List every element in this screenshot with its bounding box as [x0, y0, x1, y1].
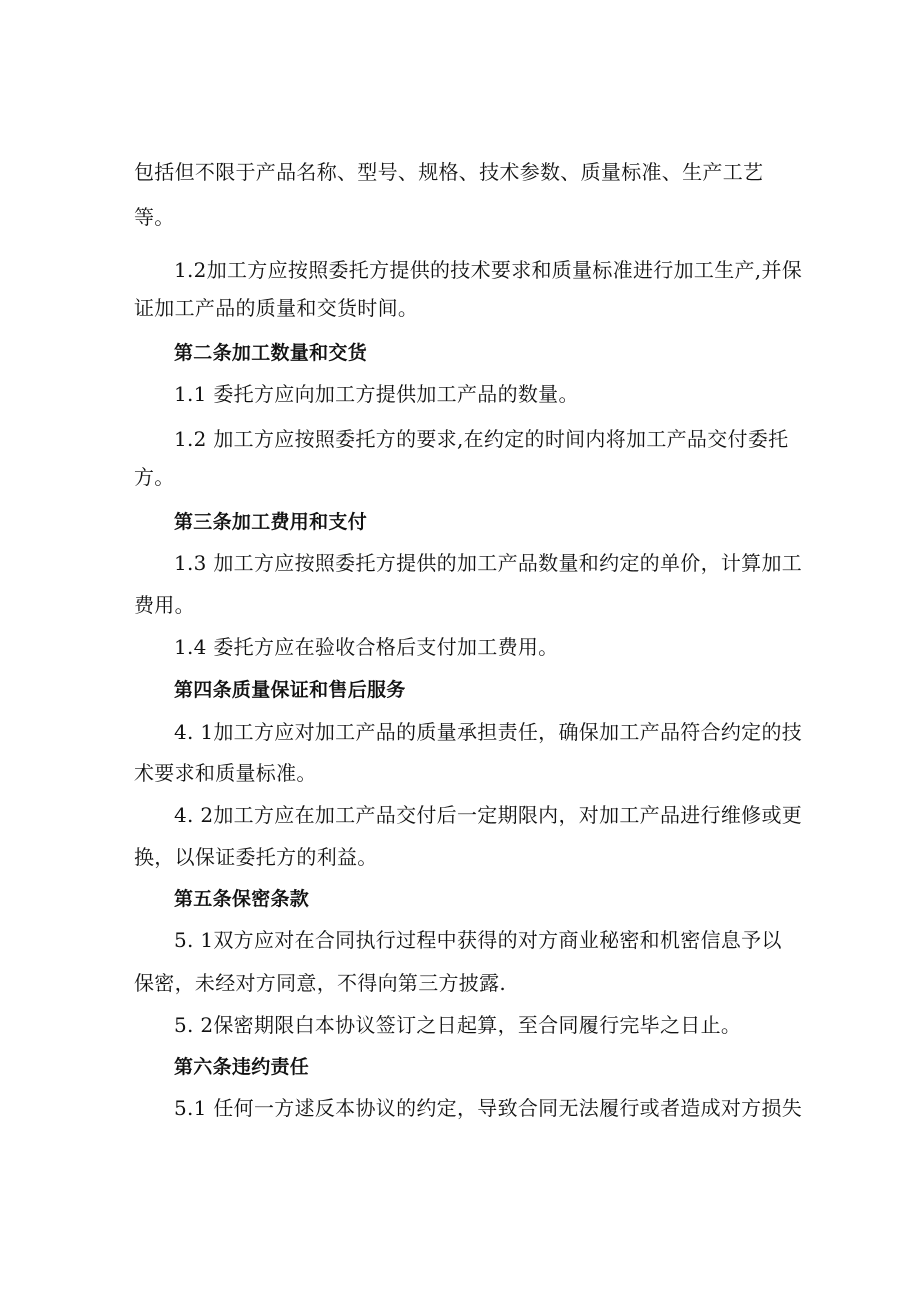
text-line: 费用。 — [134, 593, 195, 617]
text-line: 1.3 加工方应按照委托方提供的加工产品数量和约定的单价，计算加工 — [174, 551, 803, 575]
text-line: 1.4 委托方应在验收合格后支付加工费用。 — [174, 635, 559, 659]
text-line: 等。 — [134, 205, 175, 229]
text-line: 4. 1加工方应对加工产品的质量承担责任，确保加工产品符合约定的技 — [174, 720, 803, 744]
text-line: 保密，未经对方同意，不得向第三方披露. — [134, 971, 507, 995]
text-line: 1.1 委托方应向加工方提供加工产品的数量。 — [174, 382, 579, 406]
text-line: 5.1 任何一方逑反本协议的约定，导致合同无法履行或者造成对方损失 — [174, 1096, 803, 1120]
text-line: 换，以保证委托方的利益。 — [134, 845, 378, 869]
text-line: 包括但不限于产品名称、型号、规格、技术参数、质量标准、生产工艺 — [134, 160, 764, 184]
text-line: 4. 2加工方应在加工产品交付后一定期限内，对加工产品进行维修或更 — [174, 803, 803, 827]
text-line: 1.2 加工方应按照委托方的要求,在约定的时间内将加工产品交付委托 — [174, 427, 789, 451]
section-heading: 第六条违约责任 — [174, 1056, 310, 1078]
section-heading: 第四条质量保证和售后服务 — [174, 679, 406, 701]
section-heading: 第五条保密条款 — [174, 888, 310, 910]
section-heading: 第三条加工费用和支付 — [174, 511, 368, 533]
text-line: 5. 2保密期限白本协议签订之日起算，至合同履行完毕之日止。 — [174, 1013, 742, 1037]
text-line: 1.2加工方应按照委托方提供的技术要求和质量标准进行加工生产,并保 — [174, 258, 803, 282]
text-line: 方。 — [134, 465, 175, 489]
text-line: 术要求和质量标准。 — [134, 761, 317, 785]
text-line: 证加工产品的质量和交货时间。 — [134, 296, 419, 320]
section-heading: 第二条加工数量和交货 — [174, 342, 368, 364]
text-line: 5. 1双方应对在合同执行过程中获得的对方商业秘密和机密信息予以 — [174, 928, 782, 952]
